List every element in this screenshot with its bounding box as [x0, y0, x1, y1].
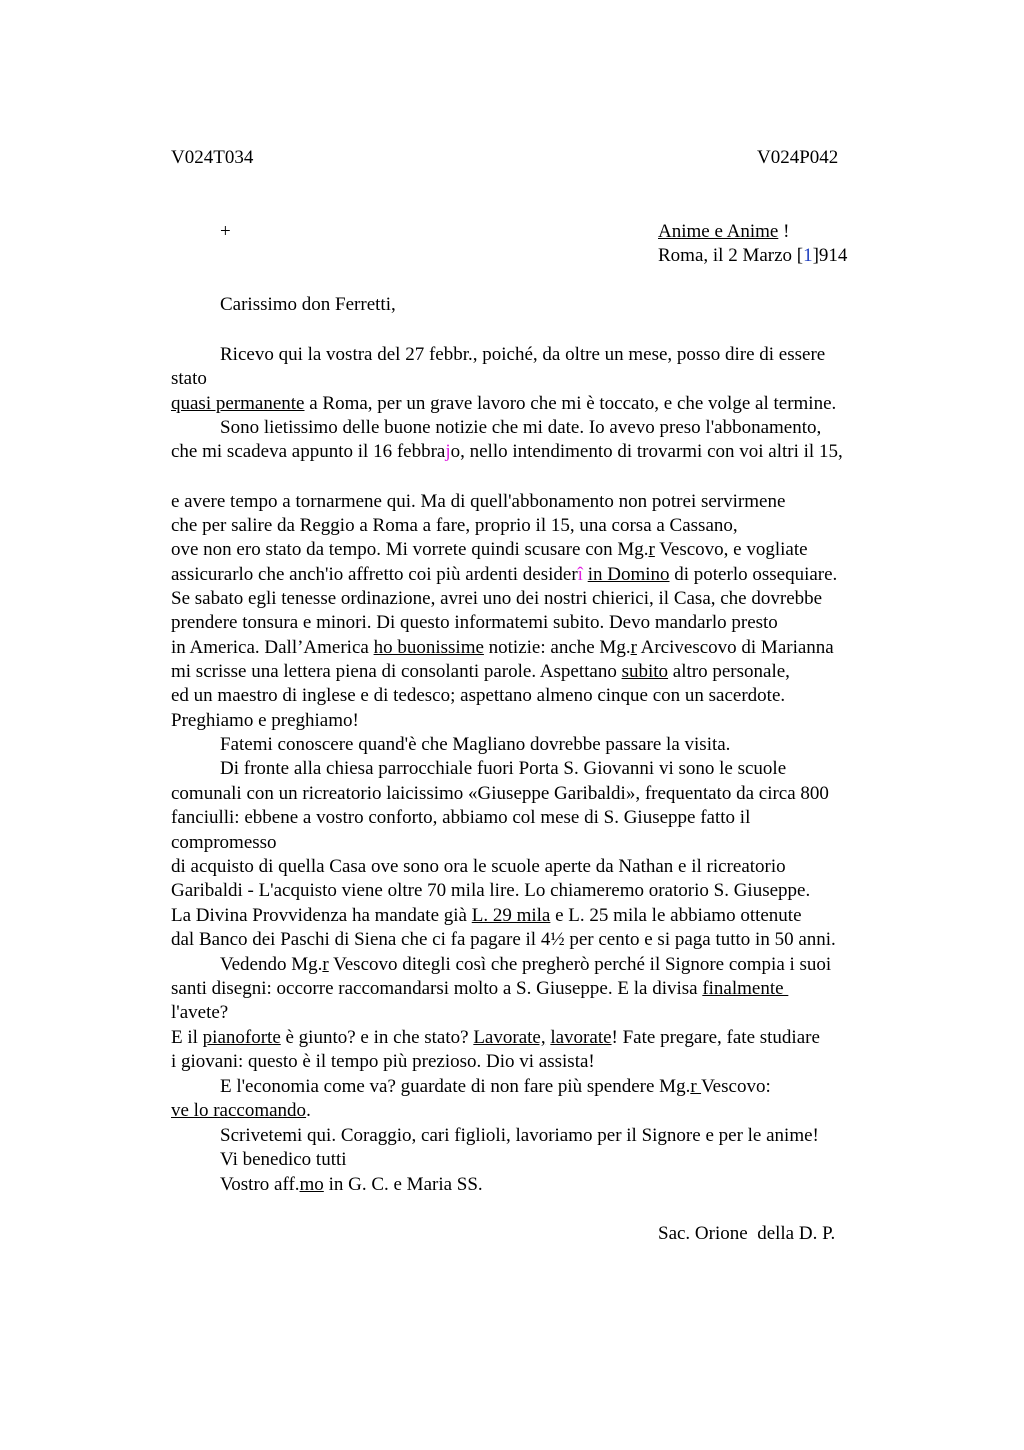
text-run: è giunto? e in che stato? [280, 1027, 474, 1048]
place-date [658, 244, 847, 268]
body-line: Fatemi conoscere quand'è che Magliano dovrebbe passare la visita. [220, 734, 731, 755]
body-line: che per salire da Reggio a Roma a fare, proprio il 15, una corsa a Cassano, [171, 515, 738, 536]
underlined-text: r [648, 539, 655, 560]
text-run: in America. Dall’America [171, 637, 374, 658]
body-line [171, 660, 790, 684]
document-code-left: V024T034 [171, 147, 254, 168]
body-line: Di fronte alla chiesa parrocchiale fuori Porta S. Giovanni vi sono le scuole [220, 758, 787, 779]
text-run: notizie: anche Mg. [483, 637, 631, 658]
highlighted-letter: j [445, 441, 451, 462]
highlighted-letter: î [577, 564, 583, 585]
text-run: a Roma, per un grave lavoro che mi è toccato, e che volge al termine. [304, 393, 837, 414]
text-run: ove non ero stato da tempo. Mi vorrete quindi scusare con Mg. [171, 539, 649, 560]
body-line: Garibaldi - L'acquisto viene oltre 70 mila lire. Lo chiameremo oratorio S. Giuseppe. [171, 880, 811, 901]
body-line [171, 1099, 311, 1123]
document-code-right: V024P042 [757, 147, 839, 168]
body-line [220, 953, 831, 977]
body-line: e avere tempo a tornarmene qui. Ma di quell'abbonamento non potrei servirmene [171, 491, 786, 512]
underlined-text: r [690, 1076, 702, 1097]
body-line: fanciulli: ebbene a vostro conforto, abbiamo col mese di S. Giuseppe fatto il [171, 807, 751, 828]
body-line [171, 563, 837, 587]
body-line: i giovani: questo è il tempo più prezioso. Dio vi assista! [171, 1051, 595, 1072]
text-run: santi disegni: occorre raccomandarsi molto a S. Giuseppe. E la divisa [171, 978, 703, 999]
greeting: Carissimo don Ferretti, [220, 294, 396, 315]
body-line: compromesso [171, 832, 277, 853]
body-line [171, 440, 843, 464]
body-line [171, 1026, 820, 1050]
text-run: in G. C. e Maria SS. [323, 1174, 483, 1195]
body-line: Sono lietissimo delle buone notizie che mi date. Io avevo preso l'abbonamento, [220, 417, 822, 438]
underlined-text: mo [299, 1174, 324, 1195]
body-line: Ricevo qui la vostra del 27 febbr., poiché, da oltre un mese, posso dire di essere [220, 344, 826, 365]
underlined-text: r [630, 637, 637, 658]
body-line: Preghiamo e preghiamo! [171, 710, 359, 731]
text-run: La Divina Provvidenza ha mandate già [171, 905, 472, 926]
text-run: o, nello intendimento di trovarmi con voi altri il 15, [450, 441, 843, 462]
underlined-text: in Domino [587, 564, 670, 585]
underlined-text: finalmente [702, 978, 789, 999]
body-line: ed un maestro di inglese e di tedesco; aspettano almeno cinque con un sacerdote. [171, 685, 786, 706]
text-run: di poterlo ossequiare. [669, 564, 838, 585]
place-date-editorial-digit: 1 [803, 245, 813, 266]
place-date-part: ]914 [812, 245, 848, 266]
underlined-text: lavorate [550, 1027, 612, 1048]
body-line [220, 1173, 483, 1197]
underlined-text: ve lo raccomando [171, 1100, 307, 1121]
text-run: E il [171, 1027, 203, 1048]
body-line [171, 977, 788, 1001]
text-run: Arcivescovo di Marianna [636, 637, 834, 658]
underlined-text: L. 29 mila [471, 905, 551, 926]
signature: Sac. Orione della D. P. [658, 1223, 836, 1244]
motto [658, 220, 789, 244]
motto-text: Anime e Anime [658, 221, 779, 242]
body-line [220, 1075, 771, 1099]
body-line [171, 538, 808, 562]
body-line: Scrivetemi qui. Coraggio, cari figlioli, lavoriamo per il Signore e per le anime! [220, 1125, 819, 1146]
body-line: comunali con un ricreatorio laicissimo «Giuseppe Garibaldi», frequentato da circa 800 [171, 783, 829, 804]
cross-symbol: + [220, 221, 231, 242]
body-line: l'avete? [171, 1002, 229, 1023]
body-line: stato [171, 368, 207, 389]
text-run: che mi scadeva appunto il 16 febbra [171, 441, 446, 462]
text-run: mi scrisse una lettera piena di consolanti parole. Aspettano [171, 661, 622, 682]
text-run: Vostro aff. [220, 1174, 300, 1195]
body-line: dal Banco dei Paschi di Siena che ci fa pagare il 4½ per cento e si paga tutto in 50 anni. [171, 929, 836, 950]
motto-exclaim: ! [778, 221, 790, 242]
body-line: prendere tonsura e minori. Di questo informatemi subito. Devo mandarlo presto [171, 612, 778, 633]
text-run: assicurarlo che anch'io affretto coi più ardenti desider [171, 564, 578, 585]
underlined-text: Lavorate, [473, 1027, 546, 1048]
text-run: Vescovo, e vogliate [654, 539, 808, 560]
text-run: . [306, 1100, 311, 1121]
text-run: altro personale, [668, 661, 790, 682]
underlined-text: subito [621, 661, 669, 682]
body-line: di acquisto di quella Casa ove sono ora le scuole aperte da Nathan e il ricreatorio [171, 856, 786, 877]
text-run: e L. 25 mila le abbiamo ottenute [550, 905, 802, 926]
text-run: Vescovo ditegli così che pregherò perché il Signore compia i suoi [328, 954, 832, 975]
underlined-text: quasi permanente [171, 393, 305, 414]
body-line: Vi benedico tutti [220, 1149, 347, 1170]
text-run: E l'economia come va? guardate di non fare più spendere Mg. [220, 1076, 691, 1097]
body-line [171, 904, 802, 928]
underlined-text: ho buonissime [373, 637, 484, 658]
text-run: Vescovo: [701, 1076, 771, 1097]
body-line [171, 636, 834, 660]
body-line [171, 392, 836, 416]
text-run: ! Fate pregare, fate studiare [611, 1027, 820, 1048]
place-date-part: Roma, il 2 Marzo [ [658, 245, 804, 266]
body-line: Se sabato egli tenesse ordinazione, avrei uno dei nostri chierici, il Casa, che dovrebbe [171, 588, 823, 609]
underlined-text: r [322, 954, 329, 975]
text-run: Vedendo Mg. [220, 954, 323, 975]
underlined-text: pianoforte [202, 1027, 281, 1048]
